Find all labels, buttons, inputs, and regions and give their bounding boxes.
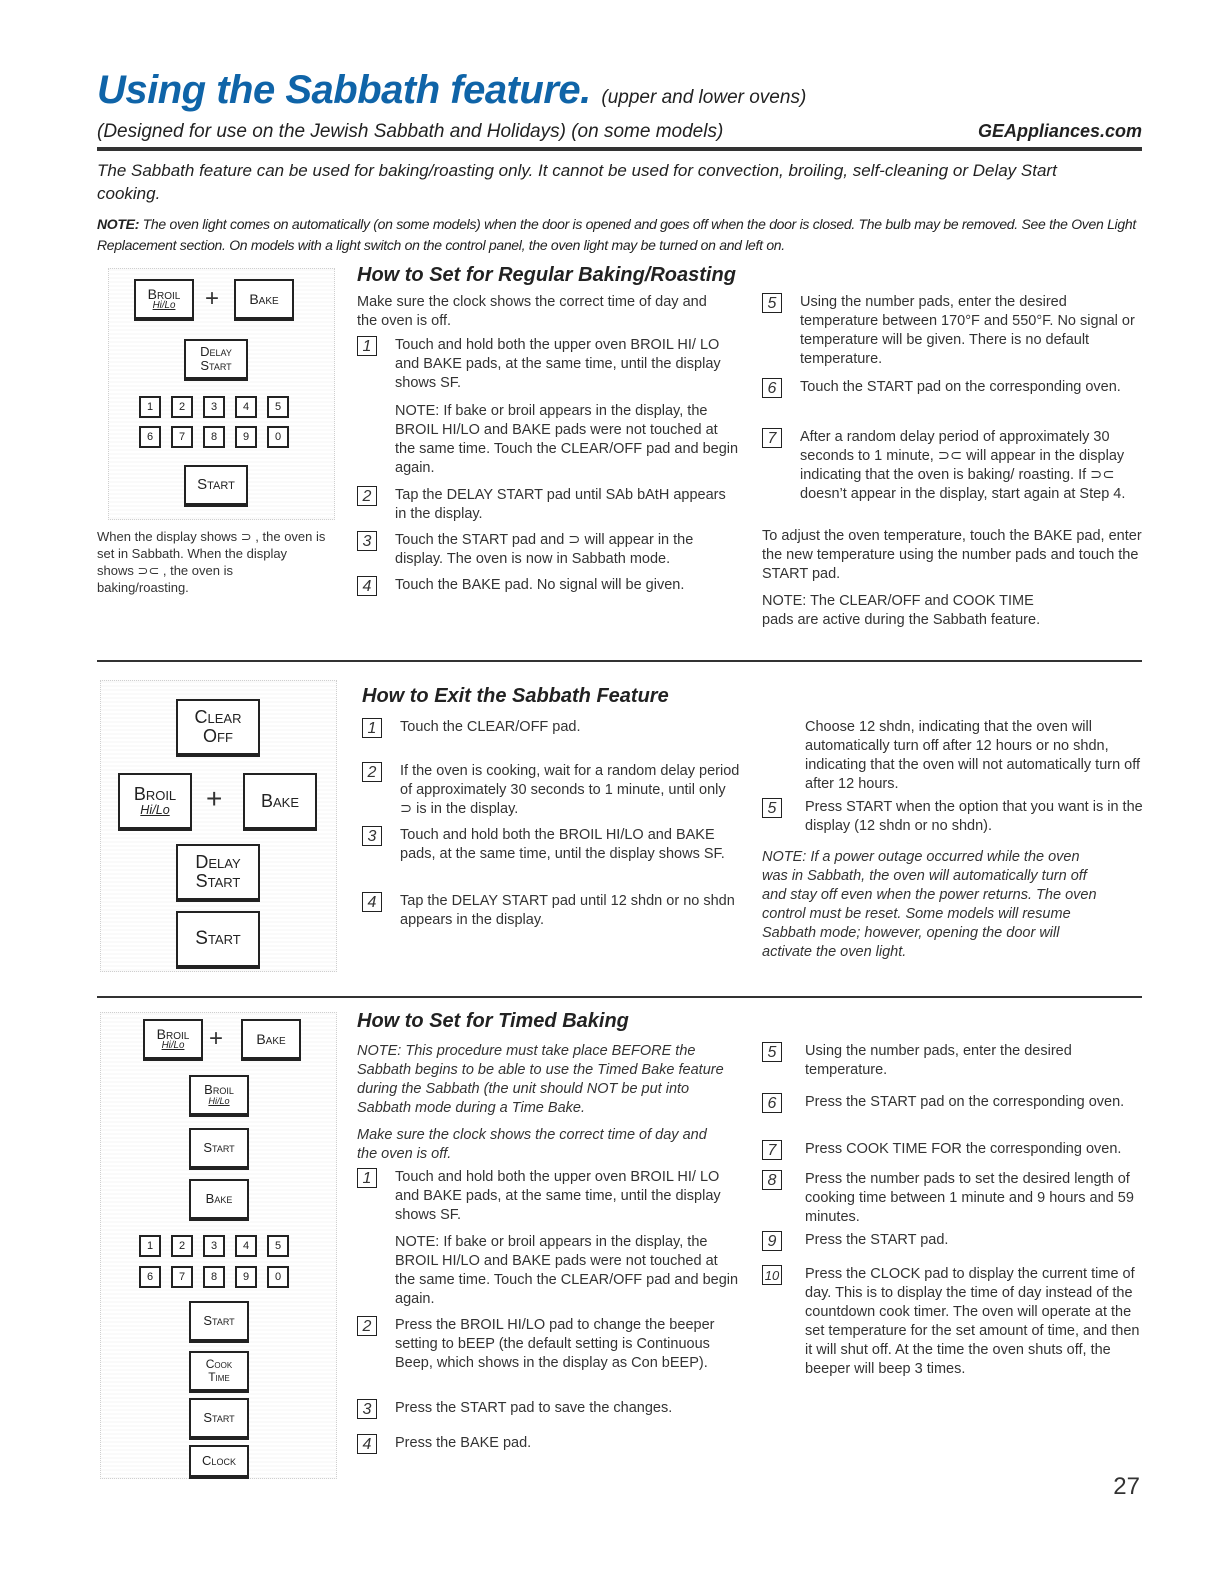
section-divider-1: [97, 660, 1142, 662]
bake-pad: Bake: [234, 279, 294, 321]
s3-note: NOTE: This procedure must take place BEFORE the Sabbath begins to be able to use the Timed Bake feature during the Sabbath (the unit should NOT be put into Sabbath mode during a Time Bake.: [357, 1043, 724, 1116]
s3-step-4: [357, 1434, 742, 1456]
section1-lead: Make sure the clock shows the correct time of day and the oven is off.: [357, 294, 707, 329]
step-text: Tap the DELAY START pad until SAb bAtH appears in the display.: [395, 487, 726, 522]
step-text: After a random delay period of approximately 30 seconds to 1 minute, ⊃⊂ will appear in the display indicating that the oven is baking/ roasting. If ⊃⊂ doesn’t appear in the display, start again at Step 4.: [800, 429, 1126, 502]
section-divider-2: [97, 996, 1142, 998]
step-text: Touch the BAKE pad. No signal will be given.: [395, 577, 685, 593]
broil-pad: Broil Hi/Lo: [143, 1019, 203, 1061]
step-text: Touch the CLEAR/OFF pad.: [400, 719, 581, 735]
s1-step-6: [762, 378, 1147, 418]
delay-start-pad: Delay Start: [184, 339, 248, 381]
step-text: Touch and hold both the upper oven BROIL HI/ LO and BAKE pads, at the same time, until the display shows SF.: [395, 1169, 721, 1223]
clock-pad: Clock: [189, 1445, 249, 1479]
s2-step-3: [362, 826, 747, 886]
s2-step-5: [762, 798, 1147, 838]
bake-pad: Bake: [241, 1019, 301, 1061]
number-pad-9: 9: [235, 1266, 257, 1288]
section-heading-exit-sabbath: How to Exit the Sabbath Feature: [362, 685, 669, 707]
step-text: Press the BROIL HI/LO pad to change the beeper setting to bEEP (the default setting is Continuous Beep, which shows in the display as Con bEEP).: [395, 1317, 715, 1371]
step-text: Press the number pads to set the desired length of cooking time between 1 minute and 9 hours and 59 minutes.: [805, 1171, 1134, 1225]
control-panel-illustration-1: [108, 268, 335, 520]
number-pad-1: 1: [139, 396, 161, 418]
step-text: If the oven is cooking, wait for a random delay period of approximately 30 seconds to 1 minute, until only ⊃ is in the display.: [400, 763, 740, 817]
step-number: 8: [762, 1170, 782, 1190]
number-pad-3: 3: [203, 396, 225, 418]
delay-start-pad: Delay Start: [176, 844, 260, 902]
step-text: Touch the START pad on the corresponding oven.: [800, 379, 1121, 395]
header-rule: [97, 147, 1142, 151]
step-text: NOTE: If bake or broil appears in the display, the BROIL HI/LO and BAKE pads were not touched at the same time. Touch the CLEAR/OFF pad and begin again.: [395, 403, 739, 476]
step-number: 7: [762, 428, 782, 448]
title-note: (upper and lower ovens): [601, 87, 807, 108]
s3-step-8: [762, 1170, 1147, 1230]
section-heading-regular-baking: How to Set for Regular Baking/Roasting: [357, 264, 736, 286]
clear-off-pad: Clear Off: [176, 699, 260, 757]
s1-step-5: [762, 293, 1147, 373]
step-number: 4: [357, 1434, 377, 1454]
s1-step-3: [357, 531, 742, 571]
s1-step-note: [357, 402, 742, 480]
title-text: Using the Sabbath feature.: [97, 68, 591, 112]
cook-time-pad: Cook Time: [189, 1351, 249, 1393]
top-note-label: NOTE:: [97, 216, 140, 232]
step-number: 4: [362, 892, 382, 912]
number-pad-2: 2: [171, 1235, 193, 1257]
step-text: Press COOK TIME FOR the corresponding oven.: [805, 1141, 1122, 1157]
step-number: 3: [362, 826, 382, 846]
number-pad-1: 1: [139, 1235, 161, 1257]
step-number: 6: [762, 378, 782, 398]
step-text: Using the number pads, enter the desired temperature.: [805, 1043, 1072, 1078]
s1-step-1: [357, 336, 742, 396]
start-pad: Start: [189, 1128, 249, 1170]
step-text: Press the START pad.: [805, 1232, 949, 1248]
page-number: 27: [1113, 1473, 1140, 1500]
s3-step-10: [762, 1265, 1147, 1405]
step-text: Press the BAKE pad.: [395, 1435, 532, 1451]
step-number: 2: [357, 1316, 377, 1336]
s1-step-4: [357, 576, 742, 598]
step-number: 1: [362, 718, 382, 738]
number-pad-9: 9: [235, 426, 257, 448]
s3-step-3: [357, 1399, 742, 1421]
number-pad-3: 3: [203, 1235, 225, 1257]
start-pad: Start: [184, 465, 248, 507]
s2-step-2: [362, 762, 747, 822]
broil-pad: Broil Hi/Lo: [134, 279, 194, 321]
s2-note: NOTE: If a power outage occurred while the oven was in Sabbath, the oven will automatically turn off and stay off even when the power returns. The oven control must be reset. Some models will resume Sabbath mode; however, opening the door will activate the oven light.: [762, 849, 1097, 960]
number-pad-5: 5: [267, 1235, 289, 1257]
s3-step-1: [357, 1168, 742, 1228]
page-title: [97, 68, 806, 113]
number-pad-0: 0: [267, 426, 289, 448]
control-panel-illustration-3: [100, 1012, 337, 1479]
step-number: 5: [762, 798, 782, 818]
step-number: 2: [362, 762, 382, 782]
intro-text: The Sabbath feature can be used for baking/roasting only. It cannot be used for convection, broiling, self-cleaning or Delay Start cooking.: [97, 161, 1057, 203]
step-text: Press the START pad to save the changes.: [395, 1400, 673, 1416]
plus-sign: +: [206, 783, 223, 814]
step-text: Touch and hold both the BROIL HI/LO and BAKE pads, at the same time, until the display shows SF.: [400, 827, 725, 862]
step-text: Tap the DELAY START pad until 12 shdn or no shdn appears in the display.: [400, 893, 735, 928]
step-number: 2: [357, 486, 377, 506]
s1-step-7: [762, 428, 1147, 518]
step-number: 3: [357, 1399, 377, 1419]
number-pad-6: 6: [139, 426, 161, 448]
number-pad-0: 0: [267, 1266, 289, 1288]
step-text: Press the START pad on the corresponding oven.: [805, 1094, 1125, 1110]
step-text: Press START when the option that you want is in the display (12 shdn or no shdn).: [805, 799, 1143, 834]
step-number: 1: [357, 336, 377, 356]
s3-step-9: [762, 1231, 1147, 1253]
step-number: 9: [762, 1231, 782, 1251]
s3-step-5: [762, 1042, 1147, 1082]
s1-step-2: [357, 486, 742, 526]
subtitle: (Designed for use on the Jewish Sabbath and Holidays) (on some models): [97, 121, 724, 142]
s2-choose-text: Choose 12 shdn, indicating that the oven will automatically turn off after 12 hours or no shdn, indicating that the oven will not automatically turn off after 12 hours.: [805, 719, 1141, 792]
step-number: 5: [762, 293, 782, 313]
start-pad: Start: [189, 1398, 249, 1440]
step-number: 6: [762, 1093, 782, 1113]
number-pad-4: 4: [235, 1235, 257, 1257]
broil-hilo-pad: Broil Hi/Lo: [189, 1075, 249, 1117]
number-pad-6: 6: [139, 1266, 161, 1288]
start-pad: Start: [189, 1301, 249, 1343]
number-pad-8: 8: [203, 1266, 225, 1288]
top-note-text: The oven light comes on automatically (on some models) when the door is opened and goes off when the door is closed. The bulb may be removed. See the Oven Light Replacement section. On models with a light switch on the control panel, the oven light may be turned on and left on.: [97, 216, 1136, 253]
s2-step-1: [362, 718, 747, 740]
step-number: 7: [762, 1140, 782, 1160]
plus-sign: +: [205, 285, 220, 312]
s3-step-2: [357, 1316, 742, 1394]
number-pad-4: 4: [235, 396, 257, 418]
start-pad: Start: [176, 911, 260, 969]
s3-step-6: [762, 1093, 1147, 1133]
control-panel-illustration-2: [100, 680, 337, 972]
number-pad-2: 2: [171, 396, 193, 418]
step-text: Touch and hold both the upper oven BROIL HI/ LO and BAKE pads, at the same time, until the display shows SF.: [395, 337, 721, 391]
number-pad-8: 8: [203, 426, 225, 448]
step-number: 3: [357, 531, 377, 551]
step-number: 5: [762, 1042, 782, 1062]
step-number: 1: [357, 1168, 377, 1188]
s1-adjust-text: To adjust the oven temperature, touch the BAKE pad, enter the new temperature using the number pads and touch the START pad.: [762, 528, 1142, 582]
top-note: [97, 214, 1147, 256]
broil-pad: Broil Hi/Lo: [118, 773, 192, 831]
bake-pad: Bake: [243, 773, 317, 831]
number-pad-7: 7: [171, 1266, 193, 1288]
s3-lead: Make sure the clock shows the correct time of day and the oven is off.: [357, 1127, 707, 1162]
number-pad-7: 7: [171, 426, 193, 448]
step-number: 4: [357, 576, 377, 596]
number-pad-5: 5: [267, 396, 289, 418]
s1-note: NOTE: The CLEAR/OFF and COOK TIME pads are active during the Sabbath feature.: [762, 593, 1041, 628]
section-heading-timed-baking: How to Set for Timed Baking: [357, 1010, 629, 1032]
s2-step-4: [362, 892, 747, 932]
step-number: 10: [762, 1265, 782, 1285]
step-text: Using the number pads, enter the desired temperature between 170°F and 550°F. No signal or temperature will be given. There is no default temperature.: [800, 294, 1135, 367]
step-text: Press the CLOCK pad to display the current time of day. This is to display the time of day instead of the countdown cook timer. The oven will operate at the set temperature for the set amount of time, and then it will shut off. At the time the oven shuts off, the beeper will beep 3 times.: [805, 1266, 1140, 1377]
display-caption: When the display shows ⊃ , the oven is set in Sabbath. When the display shows ⊃⊂ , the oven is baking/roasting.: [97, 529, 326, 595]
site-link: GEAppliances.com: [977, 121, 1142, 141]
plus-sign: +: [209, 1025, 224, 1052]
s3-step-note: [357, 1233, 742, 1311]
s3-step-7: [762, 1140, 1147, 1162]
step-text: Touch the START pad and ⊃ will appear in the display. The oven is now in Sabbath mode.: [395, 532, 694, 567]
step-text: NOTE: If bake or broil appears in the display, the BROIL HI/LO and BAKE pads were not touched at the same time. Touch the CLEAR/OFF pad and begin again.: [395, 1234, 739, 1307]
bake-pad: Bake: [189, 1179, 249, 1221]
